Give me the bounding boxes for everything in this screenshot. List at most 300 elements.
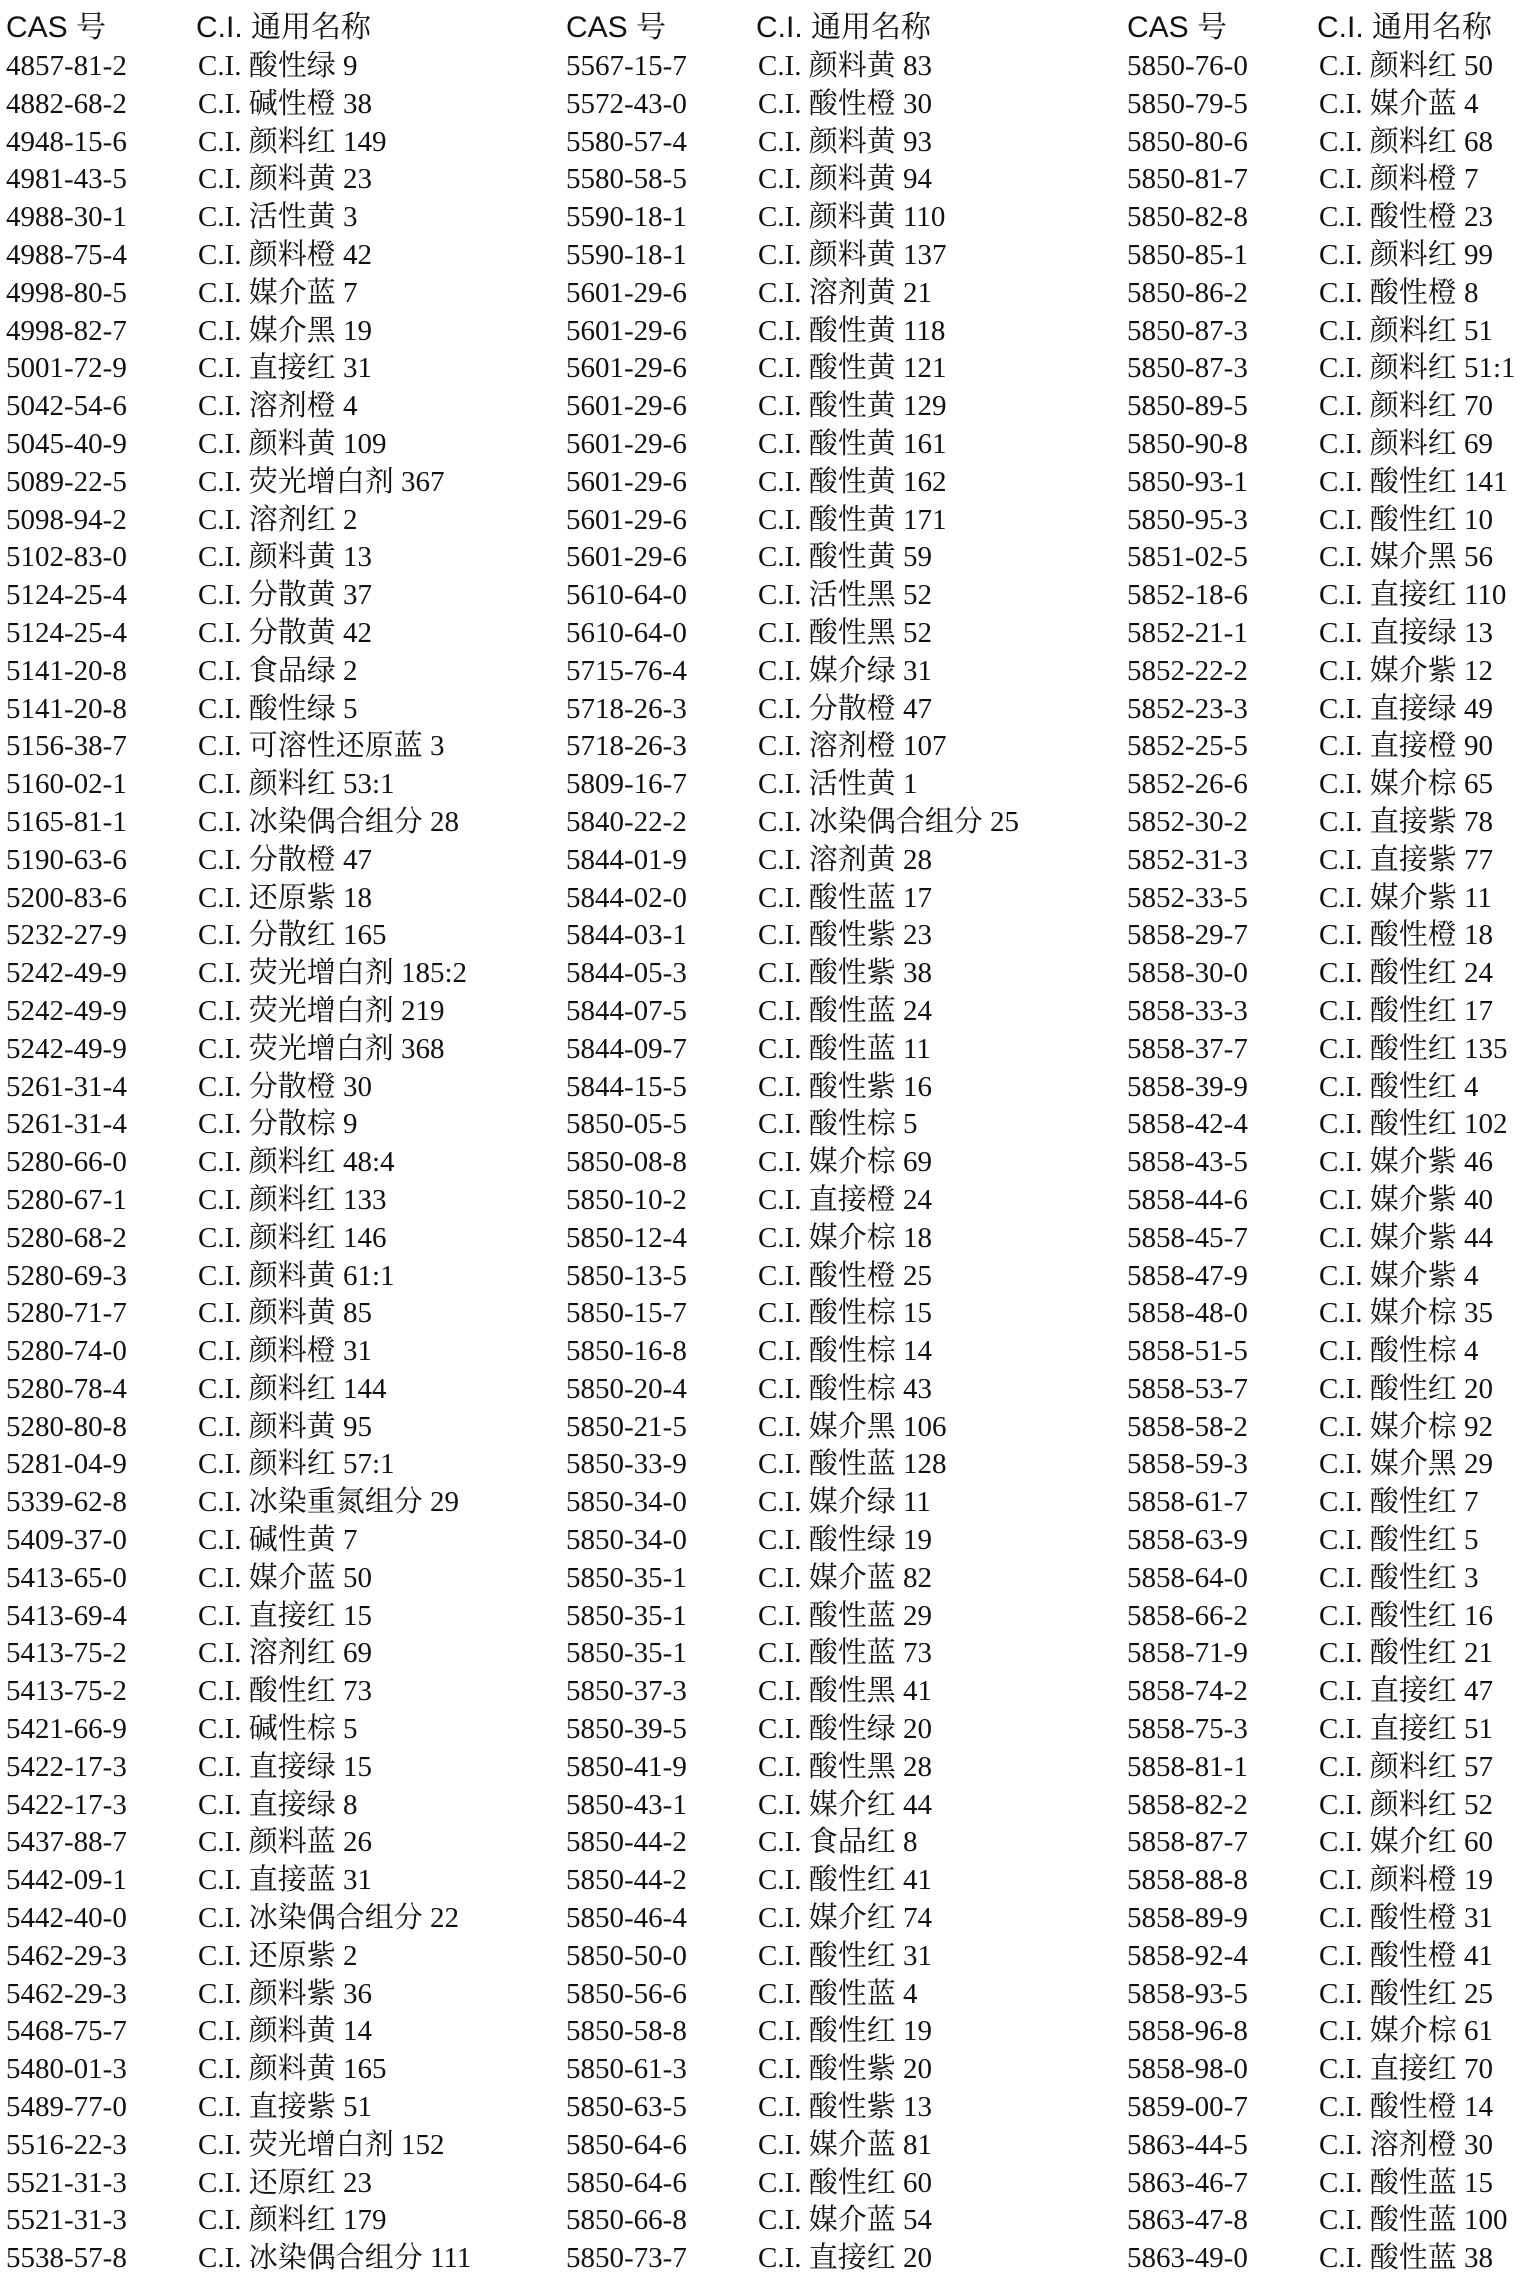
cas-number: 5858-87-7 <box>1127 1826 1248 1859</box>
ci-generic-name: C.I. 媒介紫 11 <box>1319 881 1492 914</box>
cas-number: 5851-02-5 <box>1127 541 1248 574</box>
ci-generic-name: C.I. 酸性蓝 100 <box>1319 2204 1508 2237</box>
cas-number: 5232-27-9 <box>6 919 127 952</box>
cas-number: 5844-02-0 <box>566 881 687 914</box>
cas-number: 5567-15-7 <box>566 50 687 82</box>
ci-generic-name: C.I. 媒介红 60 <box>1319 1826 1494 1859</box>
ci-generic-name: C.I. 酸性红 60 <box>758 2166 933 2199</box>
ci-generic-name: C.I. 直接紫 78 <box>1319 805 1494 838</box>
header-ci-name: C.I. 通用名称 <box>196 11 372 44</box>
ci-generic-name: C.I. 酸性黄 59 <box>758 541 933 574</box>
ci-generic-name: C.I. 颜料黄 23 <box>198 163 373 196</box>
cas-number: 5098-94-2 <box>6 503 127 536</box>
ci-generic-name: C.I. 酸性红 7 <box>1319 1486 1479 1519</box>
cas-number: 5580-57-4 <box>566 125 687 158</box>
ci-generic-name: C.I. 酸性黄 162 <box>758 465 947 498</box>
ci-generic-name: C.I. 直接橙 24 <box>758 1183 933 1216</box>
ci-generic-name: C.I. 还原紫 2 <box>198 1939 358 1972</box>
ci-generic-name: C.I. 酸性橙 18 <box>1319 919 1494 952</box>
ci-generic-name: C.I. 媒介蓝 82 <box>758 1561 933 1594</box>
ci-generic-name: C.I. 分散橙 47 <box>198 843 373 876</box>
cas-number: 5850-81-7 <box>1127 163 1248 196</box>
ci-generic-name: C.I. 酸性黑 28 <box>758 1750 933 1783</box>
cas-number: 5601-29-6 <box>566 390 687 423</box>
cas-number: 5437-88-7 <box>6 1826 127 1859</box>
ci-generic-name: C.I. 酸性棕 14 <box>758 1335 933 1368</box>
ci-generic-name: C.I. 颜料红 99 <box>1319 238 1494 271</box>
cas-number: 5858-37-7 <box>1127 1032 1248 1065</box>
cas-number: 5858-39-9 <box>1127 1070 1248 1103</box>
cas-number: 5850-63-5 <box>566 2091 687 2124</box>
cas-number: 5858-58-2 <box>1127 1410 1248 1443</box>
ci-generic-name: C.I. 颜料黄 83 <box>758 50 933 82</box>
ci-generic-name: C.I. 酸性蓝 29 <box>758 1599 933 1632</box>
cas-number: 5850-08-8 <box>566 1146 687 1179</box>
cas-number: 5850-64-6 <box>566 2128 687 2161</box>
cas-number: 5850-85-1 <box>1127 238 1248 271</box>
cas-number: 4981-43-5 <box>6 163 127 196</box>
cas-number: 5858-89-9 <box>1127 1902 1248 1935</box>
ci-generic-name: C.I. 酸性橙 41 <box>1319 1939 1494 1972</box>
cas-number: 5858-66-2 <box>1127 1599 1248 1632</box>
ci-generic-name: C.I. 颜料红 53:1 <box>198 768 395 801</box>
ci-generic-name: C.I. 颜料红 144 <box>198 1372 387 1405</box>
ci-generic-name: C.I. 荧光增白剂 185:2 <box>198 957 468 990</box>
cas-number: 5601-29-6 <box>566 427 687 460</box>
ci-generic-name: C.I. 颜料黄 95 <box>198 1410 373 1443</box>
ci-generic-name: C.I. 酸性紫 16 <box>758 1070 933 1103</box>
cas-number: 5852-23-3 <box>1127 692 1248 725</box>
cas-number: 5858-33-3 <box>1127 994 1248 1027</box>
ci-generic-name: C.I. 活性黑 52 <box>758 579 933 612</box>
ci-generic-name: C.I. 酸性红 4 <box>1319 1070 1479 1103</box>
ci-generic-name: C.I. 冰染偶合组分 25 <box>758 805 1020 838</box>
ci-generic-name: C.I. 酸性红 16 <box>1319 1599 1494 1632</box>
ci-generic-name: C.I. 酸性紫 38 <box>758 957 933 990</box>
cas-number: 5850-35-1 <box>566 1637 687 1670</box>
ci-generic-name: C.I. 媒介棕 92 <box>1319 1410 1494 1443</box>
cas-number: 5858-74-2 <box>1127 1675 1248 1708</box>
ci-generic-name: C.I. 酸性棕 5 <box>758 1108 918 1141</box>
ci-generic-name: C.I. 分散橙 30 <box>198 1070 373 1103</box>
ci-generic-name: C.I. 颜料蓝 26 <box>198 1826 373 1859</box>
cas-number: 5124-25-4 <box>6 579 127 612</box>
ci-generic-name: C.I. 酸性红 102 <box>1319 1108 1508 1141</box>
ci-generic-name: C.I. 酸性橙 25 <box>758 1259 933 1292</box>
ci-generic-name: C.I. 酸性橙 30 <box>758 87 933 120</box>
cas-number: 5850-90-8 <box>1127 427 1248 460</box>
cas-number: 5850-61-3 <box>566 2053 687 2086</box>
cas-number: 5480-01-3 <box>6 2053 127 2086</box>
cas-number: 5850-73-7 <box>566 2242 687 2275</box>
cas-number: 5850-13-5 <box>566 1259 687 1292</box>
ci-generic-name: C.I. 颜料红 69 <box>1319 427 1494 460</box>
ci-generic-name: C.I. 冰染偶合组分 28 <box>198 805 460 838</box>
cas-number: 5190-63-6 <box>6 843 127 876</box>
ci-generic-name: C.I. 碱性棕 5 <box>198 1713 358 1746</box>
ci-generic-name: C.I. 酸性蓝 17 <box>758 881 933 914</box>
ci-generic-name: C.I. 酸性棕 15 <box>758 1297 933 1330</box>
cas-number: 5858-43-5 <box>1127 1146 1248 1179</box>
cas-number: 5863-49-0 <box>1127 2242 1248 2275</box>
ci-generic-name: C.I. 颜料红 57:1 <box>198 1448 395 1481</box>
cas-number: 5850-33-9 <box>566 1448 687 1481</box>
cas-number: 5442-40-0 <box>6 1902 127 1935</box>
ci-generic-name: C.I. 媒介棕 69 <box>758 1146 933 1179</box>
ci-generic-name: C.I. 颜料红 50 <box>1319 50 1494 82</box>
cas-number: 5280-68-2 <box>6 1221 127 1254</box>
ci-generic-name: C.I. 颜料黄 94 <box>758 163 933 196</box>
ci-generic-name: C.I. 颜料黄 14 <box>198 2015 373 2048</box>
cas-number: 5858-45-7 <box>1127 1221 1248 1254</box>
ci-generic-name: C.I. 酸性红 5 <box>1319 1524 1479 1557</box>
cas-number: 5610-64-0 <box>566 616 687 649</box>
ci-generic-name: C.I. 颜料红 149 <box>198 125 387 158</box>
ci-generic-name: C.I. 酸性紫 20 <box>758 2053 933 2086</box>
cas-number: 5124-25-4 <box>6 616 127 649</box>
cas-number: 5850-64-6 <box>566 2166 687 2199</box>
ci-generic-name: C.I. 酸性红 10 <box>1319 503 1494 536</box>
ci-generic-name: C.I. 酸性绿 5 <box>198 692 358 725</box>
ci-generic-name: C.I. 媒介黑 56 <box>1319 541 1494 574</box>
cas-number: 4988-75-4 <box>6 238 127 271</box>
cas-number: 5844-09-7 <box>566 1032 687 1065</box>
cas-number: 5850-15-7 <box>566 1297 687 1330</box>
ci-generic-name: C.I. 溶剂红 69 <box>198 1637 373 1670</box>
cas-number: 5042-54-6 <box>6 390 127 423</box>
cas-number: 5850-58-8 <box>566 2015 687 2048</box>
ci-generic-name: C.I. 酸性红 25 <box>1319 1977 1494 2010</box>
cas-number: 5850-50-0 <box>566 1939 687 1972</box>
ci-generic-name: C.I. 荧光增白剂 152 <box>198 2128 445 2161</box>
ci-generic-name: C.I. 颜料红 68 <box>1319 125 1494 158</box>
cas-number: 5242-49-9 <box>6 994 127 1027</box>
cas-number: 5850-20-4 <box>566 1372 687 1405</box>
ci-generic-name: C.I. 还原红 23 <box>198 2166 373 2199</box>
ci-generic-name: C.I. 直接红 20 <box>758 2242 933 2275</box>
ci-generic-name: C.I. 酸性棕 43 <box>758 1372 933 1405</box>
ci-generic-name: C.I. 直接红 70 <box>1319 2053 1494 2086</box>
cas-number: 5339-62-8 <box>6 1486 127 1519</box>
cas-number: 5601-29-6 <box>566 314 687 347</box>
ci-generic-name: C.I. 媒介蓝 7 <box>198 276 358 309</box>
ci-generic-name: C.I. 酸性橙 8 <box>1319 276 1479 309</box>
ci-generic-name: C.I. 直接绿 49 <box>1319 692 1494 725</box>
cas-number: 5601-29-6 <box>566 276 687 309</box>
ci-generic-name: C.I. 酸性绿 20 <box>758 1713 933 1746</box>
ci-generic-name: C.I. 酸性橙 31 <box>1319 1902 1494 1935</box>
cas-number: 5601-29-6 <box>566 541 687 574</box>
cas-number: 5422-17-3 <box>6 1750 127 1783</box>
cas-number: 5442-09-1 <box>6 1864 127 1897</box>
cas-number: 5462-29-3 <box>6 1977 127 2010</box>
ci-generic-name: C.I. 直接红 51 <box>1319 1713 1494 1746</box>
ci-generic-name: C.I. 直接绿 15 <box>198 1750 373 1783</box>
ci-generic-name: C.I. 媒介棕 61 <box>1319 2015 1494 2048</box>
ci-generic-name: C.I. 酸性蓝 4 <box>758 1977 918 2010</box>
ci-generic-name: C.I. 颜料橙 7 <box>1319 163 1479 196</box>
cas-number: 5809-16-7 <box>566 768 687 801</box>
ci-generic-name: C.I. 颜料黄 165 <box>198 2053 387 2086</box>
ci-generic-name: C.I. 酸性红 31 <box>758 1939 933 1972</box>
ci-generic-name: C.I. 媒介黑 29 <box>1319 1448 1494 1481</box>
ci-generic-name: C.I. 酸性红 17 <box>1319 994 1494 1027</box>
ci-generic-name: C.I. 食品绿 2 <box>198 654 358 687</box>
cas-number: 5413-75-2 <box>6 1637 127 1670</box>
cas-number: 5850-35-1 <box>566 1599 687 1632</box>
ci-generic-name: C.I. 酸性蓝 128 <box>758 1448 947 1481</box>
ci-generic-name: C.I. 颜料红 51:1 <box>1319 352 1516 385</box>
ci-generic-name: C.I. 荧光增白剂 368 <box>198 1032 445 1065</box>
ci-generic-name: C.I. 媒介棕 35 <box>1319 1297 1494 1330</box>
cas-number: 5601-29-6 <box>566 503 687 536</box>
cas-number: 5852-30-2 <box>1127 805 1248 838</box>
cas-number: 5850-34-0 <box>566 1486 687 1519</box>
cas-number: 5572-43-0 <box>566 87 687 120</box>
cas-number: 5850-39-5 <box>566 1713 687 1746</box>
ci-generic-name: C.I. 颜料红 133 <box>198 1183 387 1216</box>
cas-number: 5580-58-5 <box>566 163 687 196</box>
ci-generic-name: C.I. 溶剂橙 30 <box>1319 2128 1494 2161</box>
cas-number: 5421-66-9 <box>6 1713 127 1746</box>
ci-generic-name: C.I. 酸性绿 9 <box>198 50 358 82</box>
cas-number: 5141-20-8 <box>6 654 127 687</box>
ci-generic-name: C.I. 媒介绿 31 <box>758 654 933 687</box>
ci-generic-name: C.I. 直接红 47 <box>1319 1675 1494 1708</box>
cas-number: 5280-71-7 <box>6 1297 127 1330</box>
ci-generic-name: C.I. 酸性橙 14 <box>1319 2091 1494 2124</box>
cas-number: 5858-44-6 <box>1127 1183 1248 1216</box>
ci-generic-name: C.I. 媒介黑 19 <box>198 314 373 347</box>
ci-generic-name: C.I. 颜料红 52 <box>1319 1788 1494 1821</box>
cas-number: 5850-87-3 <box>1127 314 1248 347</box>
ci-generic-name: C.I. 溶剂红 2 <box>198 503 358 536</box>
cas-number: 5850-66-8 <box>566 2204 687 2237</box>
ci-generic-name: C.I. 颜料黄 13 <box>198 541 373 574</box>
ci-generic-name: C.I. 直接红 15 <box>198 1599 373 1632</box>
cas-number: 5850-16-8 <box>566 1335 687 1368</box>
ci-generic-name: C.I. 直接紫 51 <box>198 2091 373 2124</box>
cas-number: 5858-48-0 <box>1127 1297 1248 1330</box>
ci-generic-name: C.I. 媒介蓝 4 <box>1319 87 1479 120</box>
cas-number: 5413-65-0 <box>6 1561 127 1594</box>
cas-number: 5858-75-3 <box>1127 1713 1248 1746</box>
cas-number: 5850-35-1 <box>566 1561 687 1594</box>
cas-number: 5858-47-9 <box>1127 1259 1248 1292</box>
cas-number: 5045-40-9 <box>6 427 127 460</box>
ci-generic-name: C.I. 酸性黑 41 <box>758 1675 933 1708</box>
cas-number: 5850-93-1 <box>1127 465 1248 498</box>
cas-number: 5413-69-4 <box>6 1599 127 1632</box>
cas-number: 5610-64-0 <box>566 579 687 612</box>
cas-number: 5844-05-3 <box>566 957 687 990</box>
cas-number: 5852-31-3 <box>1127 843 1248 876</box>
ci-generic-name: C.I. 媒介蓝 50 <box>198 1561 373 1594</box>
ci-generic-name: C.I. 直接红 110 <box>1319 579 1507 612</box>
cas-number: 5850-05-5 <box>566 1108 687 1141</box>
cas-number: 5850-44-2 <box>566 1826 687 1859</box>
cas-number: 5590-18-1 <box>566 201 687 234</box>
cas-number: 5844-01-9 <box>566 843 687 876</box>
cas-number: 5858-64-0 <box>1127 1561 1248 1594</box>
ci-generic-name: C.I. 食品红 8 <box>758 1826 918 1859</box>
cas-number: 5850-89-5 <box>1127 390 1248 423</box>
ci-generic-name: C.I. 酸性黄 171 <box>758 503 947 536</box>
ci-generic-name: C.I. 酸性红 73 <box>198 1675 373 1708</box>
cas-number: 4948-15-6 <box>6 125 127 158</box>
cas-number: 5261-31-4 <box>6 1108 127 1141</box>
cas-number: 5141-20-8 <box>6 692 127 725</box>
header-cas: CAS 号 <box>566 11 667 44</box>
ci-generic-name: C.I. 酸性黑 52 <box>758 616 933 649</box>
cas-number: 5850-12-4 <box>566 1221 687 1254</box>
cas-number: 5850-80-6 <box>1127 125 1248 158</box>
ci-generic-name: C.I. 颜料黄 110 <box>758 201 946 234</box>
ci-generic-name: C.I. 酸性红 135 <box>1319 1032 1508 1065</box>
cas-number: 5852-33-5 <box>1127 881 1248 914</box>
ci-generic-name: C.I. 媒介紫 40 <box>1319 1183 1494 1216</box>
cas-number: 5863-47-8 <box>1127 2204 1248 2237</box>
header-ci-name: C.I. 通用名称 <box>1317 11 1493 44</box>
cas-number: 5521-31-3 <box>6 2204 127 2237</box>
ci-generic-name: C.I. 媒介红 74 <box>758 1902 933 1935</box>
cas-number: 4998-82-7 <box>6 314 127 347</box>
cas-number: 5850-76-0 <box>1127 50 1248 82</box>
ci-generic-name: C.I. 活性黄 3 <box>198 201 358 234</box>
cas-number: 5844-03-1 <box>566 919 687 952</box>
ci-generic-name: C.I. 酸性红 41 <box>758 1864 933 1897</box>
ci-generic-name: C.I. 媒介紫 4 <box>1319 1259 1479 1292</box>
ci-generic-name: C.I. 直接绿 13 <box>1319 616 1494 649</box>
ci-generic-name: C.I. 冰染偶合组分 111 <box>198 2242 472 2275</box>
cas-number: 5089-22-5 <box>6 465 127 498</box>
cas-number: 5852-25-5 <box>1127 730 1248 763</box>
ci-generic-name: C.I. 颜料黄 61:1 <box>198 1259 395 1292</box>
ci-generic-name: C.I. 颜料紫 36 <box>198 1977 373 2010</box>
ci-generic-name: C.I. 酸性红 19 <box>758 2015 933 2048</box>
cas-number: 5601-29-6 <box>566 465 687 498</box>
ci-generic-name: C.I. 颜料黄 93 <box>758 125 933 158</box>
cas-number: 5840-22-2 <box>566 805 687 838</box>
ci-generic-name: C.I. 媒介红 44 <box>758 1788 933 1821</box>
cas-number: 5850-21-5 <box>566 1410 687 1443</box>
cas-number: 5858-53-7 <box>1127 1372 1248 1405</box>
cas-number: 5858-93-5 <box>1127 1977 1248 2010</box>
ci-generic-name: C.I. 酸性蓝 73 <box>758 1637 933 1670</box>
cas-number: 5863-44-5 <box>1127 2128 1248 2161</box>
ci-generic-name: C.I. 分散橙 47 <box>758 692 933 725</box>
cas-number: 5850-44-2 <box>566 1864 687 1897</box>
ci-generic-name: C.I. 酸性蓝 24 <box>758 994 933 1027</box>
cas-number: 5468-75-7 <box>6 2015 127 2048</box>
cas-number: 5413-75-2 <box>6 1675 127 1708</box>
ci-generic-name: C.I. 酸性红 21 <box>1319 1637 1494 1670</box>
ci-generic-name: C.I. 溶剂黄 28 <box>758 843 933 876</box>
cas-number: 5858-59-3 <box>1127 1448 1248 1481</box>
cas-number: 5156-38-7 <box>6 730 127 763</box>
ci-generic-name: C.I. 媒介绿 11 <box>758 1486 931 1519</box>
cas-number: 5858-82-2 <box>1127 1788 1248 1821</box>
ci-generic-name: C.I. 颜料橙 42 <box>198 238 373 271</box>
cas-number: 4998-80-5 <box>6 276 127 309</box>
cas-number: 5850-43-1 <box>566 1788 687 1821</box>
ci-generic-name: C.I. 媒介蓝 54 <box>758 2204 933 2237</box>
ci-generic-name: C.I. 媒介紫 12 <box>1319 654 1494 687</box>
ci-generic-name: C.I. 直接红 31 <box>198 352 373 385</box>
ci-generic-name: C.I. 颜料橙 19 <box>1319 1864 1494 1897</box>
cas-number: 5718-26-3 <box>566 692 687 725</box>
cas-number: 5858-88-8 <box>1127 1864 1248 1897</box>
ci-generic-name: C.I. 酸性蓝 38 <box>1319 2242 1494 2275</box>
ci-generic-name: C.I. 酸性绿 19 <box>758 1524 933 1557</box>
ci-generic-name: C.I. 颜料黄 137 <box>758 238 947 271</box>
cas-number: 5102-83-0 <box>6 541 127 574</box>
cas-number: 5538-57-8 <box>6 2242 127 2275</box>
cas-number: 5850-87-3 <box>1127 352 1248 385</box>
cas-number: 5516-22-3 <box>6 2128 127 2161</box>
cas-number: 5852-21-1 <box>1127 616 1248 649</box>
cas-number: 5200-83-6 <box>6 881 127 914</box>
cas-number: 5852-22-2 <box>1127 654 1248 687</box>
cas-number: 5601-29-6 <box>566 352 687 385</box>
ci-generic-name: C.I. 颜料红 179 <box>198 2204 387 2237</box>
cas-number: 4857-81-2 <box>6 50 127 82</box>
ci-generic-name: C.I. 直接紫 77 <box>1319 843 1494 876</box>
ci-generic-name: C.I. 颜料红 146 <box>198 1221 387 1254</box>
ci-generic-name: C.I. 溶剂橙 4 <box>198 390 358 423</box>
cas-number: 5280-78-4 <box>6 1372 127 1405</box>
cas-number: 5858-96-8 <box>1127 2015 1248 2048</box>
ci-generic-name: C.I. 酸性黄 161 <box>758 427 947 460</box>
cas-number: 5280-74-0 <box>6 1335 127 1368</box>
ci-generic-name: C.I. 媒介紫 44 <box>1319 1221 1494 1254</box>
cas-number: 5858-63-9 <box>1127 1524 1248 1557</box>
ci-generic-name: C.I. 颜料黄 109 <box>198 427 387 460</box>
cas-number: 5850-10-2 <box>566 1183 687 1216</box>
ci-generic-name: C.I. 酸性红 3 <box>1319 1561 1479 1594</box>
ci-generic-name: C.I. 酸性紫 13 <box>758 2091 933 2124</box>
ci-generic-name: C.I. 酸性红 24 <box>1319 957 1494 990</box>
cas-number: 5462-29-3 <box>6 1939 127 1972</box>
cas-number: 5850-46-4 <box>566 1902 687 1935</box>
cas-number: 5850-79-5 <box>1127 87 1248 120</box>
ci-generic-name: C.I. 媒介棕 65 <box>1319 768 1494 801</box>
ci-generic-name: C.I. 分散红 165 <box>198 919 387 952</box>
ci-generic-name: C.I. 冰染重氮组分 29 <box>198 1486 460 1519</box>
ci-generic-name: C.I. 颜料红 57 <box>1319 1750 1494 1783</box>
ci-generic-name: C.I. 活性黄 1 <box>758 768 918 801</box>
cas-number: 5850-34-0 <box>566 1524 687 1557</box>
cas-number: 5863-46-7 <box>1127 2166 1248 2199</box>
ci-generic-name: C.I. 颜料红 70 <box>1319 390 1494 423</box>
ci-generic-name: C.I. 酸性棕 4 <box>1319 1335 1479 1368</box>
cas-number: 5715-76-4 <box>566 654 687 687</box>
cas-number: 5280-80-8 <box>6 1410 127 1443</box>
ci-generic-name: C.I. 溶剂橙 107 <box>758 730 947 763</box>
cas-number: 5001-72-9 <box>6 352 127 385</box>
cas-number: 5850-95-3 <box>1127 503 1248 536</box>
ci-generic-name: C.I. 直接蓝 31 <box>198 1864 373 1897</box>
ci-generic-name: C.I. 直接绿 8 <box>198 1788 358 1821</box>
cas-number: 5858-29-7 <box>1127 919 1248 952</box>
cas-number: 5165-81-1 <box>6 805 127 838</box>
cas-number: 5858-92-4 <box>1127 1939 1248 1972</box>
cas-number: 5850-82-8 <box>1127 201 1248 234</box>
cas-number: 5281-04-9 <box>6 1448 127 1481</box>
cas-number: 5280-69-3 <box>6 1259 127 1292</box>
ci-generic-name: C.I. 酸性蓝 15 <box>1319 2166 1494 2199</box>
ci-generic-name: C.I. 分散黄 42 <box>198 616 373 649</box>
